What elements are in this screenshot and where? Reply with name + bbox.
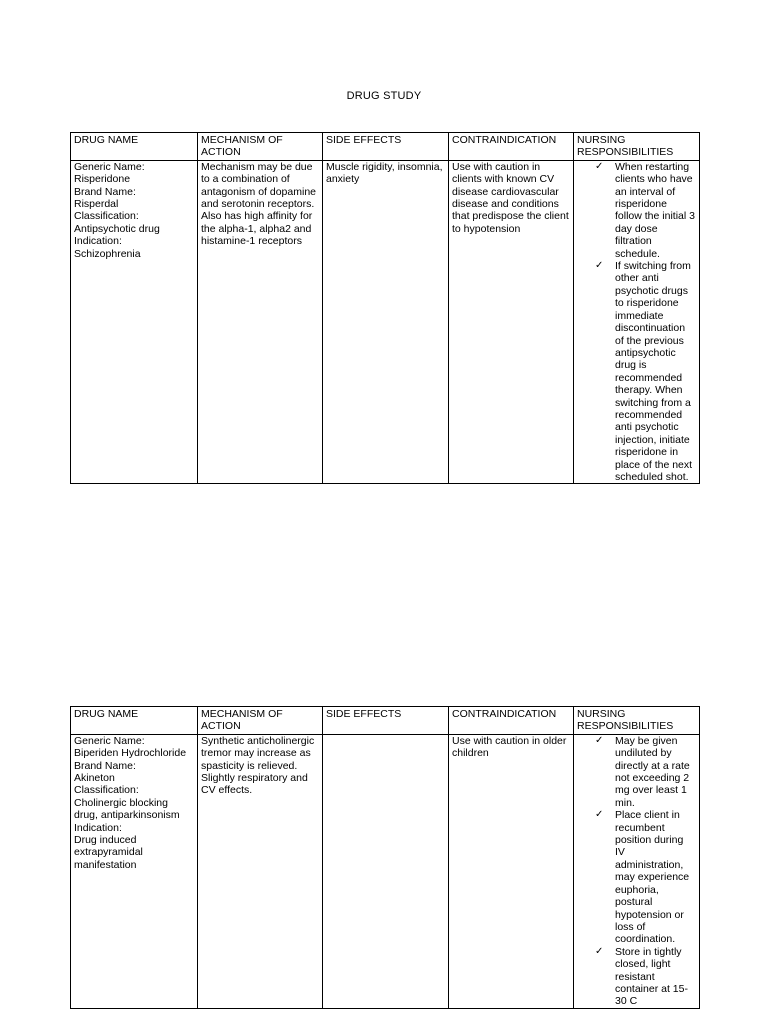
drug-row: [71, 734, 700, 1008]
nursing-list: [577, 735, 696, 1008]
drug-name-line: Akineton: [74, 772, 115, 785]
header-row: [71, 133, 700, 161]
header-mechanism: MECHANISM OF ACTION: [198, 133, 323, 161]
nursing-cell: [574, 160, 700, 484]
drug-table-biperiden: [70, 706, 700, 1009]
nursing-text: If switching from other anti psychotic drugs to risperidone immediate discontinuation of the previous antipsychotic drug is recommended therapy. When switching from a recommended anti psychotic injection, initiate risperidone in place of the next scheduled shot.: [615, 260, 693, 483]
drug-name-line: Brand Name:: [74, 185, 136, 198]
header-drug-name: DRUG NAME: [71, 133, 198, 161]
header-contraindication: CONTRAINDICATION: [449, 707, 574, 735]
nursing-item: [577, 735, 696, 809]
header-mechanism: MECHANISM OF ACTION: [198, 707, 323, 735]
drug-name-line: Antipsychotic drug: [74, 222, 160, 235]
drug-name-line: Generic Name:: [74, 160, 145, 173]
contraindication-text: Use with caution in clients with known CV disease cardiovascular disease and conditions that predispose the client to hypotension: [452, 160, 569, 235]
side-effects-cell: [323, 734, 449, 1008]
contraindication-cell: [449, 160, 574, 484]
drug-name-line: Generic Name:: [74, 734, 145, 747]
contraindication-cell: [449, 734, 574, 1008]
nursing-item: [577, 809, 696, 945]
drug-row: [71, 160, 700, 484]
nursing-text: Place client in recumbent position during IV administration, may experience euphoria, postural hypotension or loss of coordination.: [615, 809, 690, 946]
header-drug-name: DRUG NAME: [71, 707, 198, 735]
nursing-cell: [574, 734, 700, 1008]
drug-name-line: Risperidone: [74, 173, 131, 186]
drug-name-cell: [71, 160, 198, 484]
drug-name-line: Brand Name:: [74, 759, 136, 772]
drug-name-line: Drug induced extrapyramidal manifestation: [74, 834, 143, 871]
mechanism-text: Mechanism may be due to a combination of antagonism of dopamine and serotonin receptors. Also has high affinity for the alpha-1, alpha2 and histamine-1 receptors: [201, 160, 316, 248]
drug-name-line: Cholinergic blocking drug, antiparkinsonism: [74, 796, 180, 822]
check-icon: ✓: [595, 260, 604, 272]
drug-name-line: Biperiden Hydrochloride: [74, 747, 187, 760]
header-nursing: NURSING RESPONSIBILITIES: [574, 707, 700, 735]
nursing-text: Store in tightly closed, light resistant container at 15-30 C: [615, 945, 688, 1008]
drug-name-line: Schizophrenia: [74, 247, 141, 260]
drug-name-cell: [71, 734, 198, 1008]
drug-name-line: Classification:: [74, 210, 139, 223]
header-nursing: NURSING RESPONSIBILITIES: [574, 133, 700, 161]
mechanism-cell: [198, 734, 323, 1008]
nursing-item: [577, 260, 696, 483]
nursing-text: May be given undiluted by directly at a rate not exceeding 2 mg over least 1 min.: [615, 734, 690, 809]
page-title: DRUG STUDY: [346, 90, 422, 102]
check-icon: ✓: [595, 809, 604, 821]
side-effects-cell: [323, 160, 449, 484]
header-side-effects: SIDE EFFECTS: [323, 707, 449, 735]
drug-name-line: Classification:: [74, 784, 139, 797]
mechanism-cell: [198, 160, 323, 484]
check-icon: ✓: [595, 734, 604, 746]
check-icon: ✓: [595, 160, 604, 172]
drug-table-risperidone: [70, 132, 700, 484]
drug-name-line: Indication:: [74, 235, 122, 248]
nursing-list: [577, 161, 696, 484]
side-effects-text: Muscle rigidity, insomnia, anxiety: [326, 160, 443, 186]
contraindication-text: Use with caution in older children: [452, 734, 567, 760]
check-icon: ✓: [595, 945, 604, 957]
drug-name-line: Risperdal: [74, 198, 119, 211]
nursing-item: [577, 946, 696, 1008]
header-row: [71, 707, 700, 735]
mechanism-text: Synthetic anticholinergic tremor may increase as spasticity is relieved. Slightly respiratory and CV effects.: [201, 734, 315, 797]
nursing-text: When restarting clients who have an interval of risperidone follow the initial 3 day dose filtration schedule.: [615, 160, 695, 260]
nursing-item: [577, 161, 696, 260]
drug-name-line: Indication:: [74, 821, 122, 834]
header-side-effects: SIDE EFFECTS: [323, 133, 449, 161]
header-contraindication: CONTRAINDICATION: [449, 133, 574, 161]
